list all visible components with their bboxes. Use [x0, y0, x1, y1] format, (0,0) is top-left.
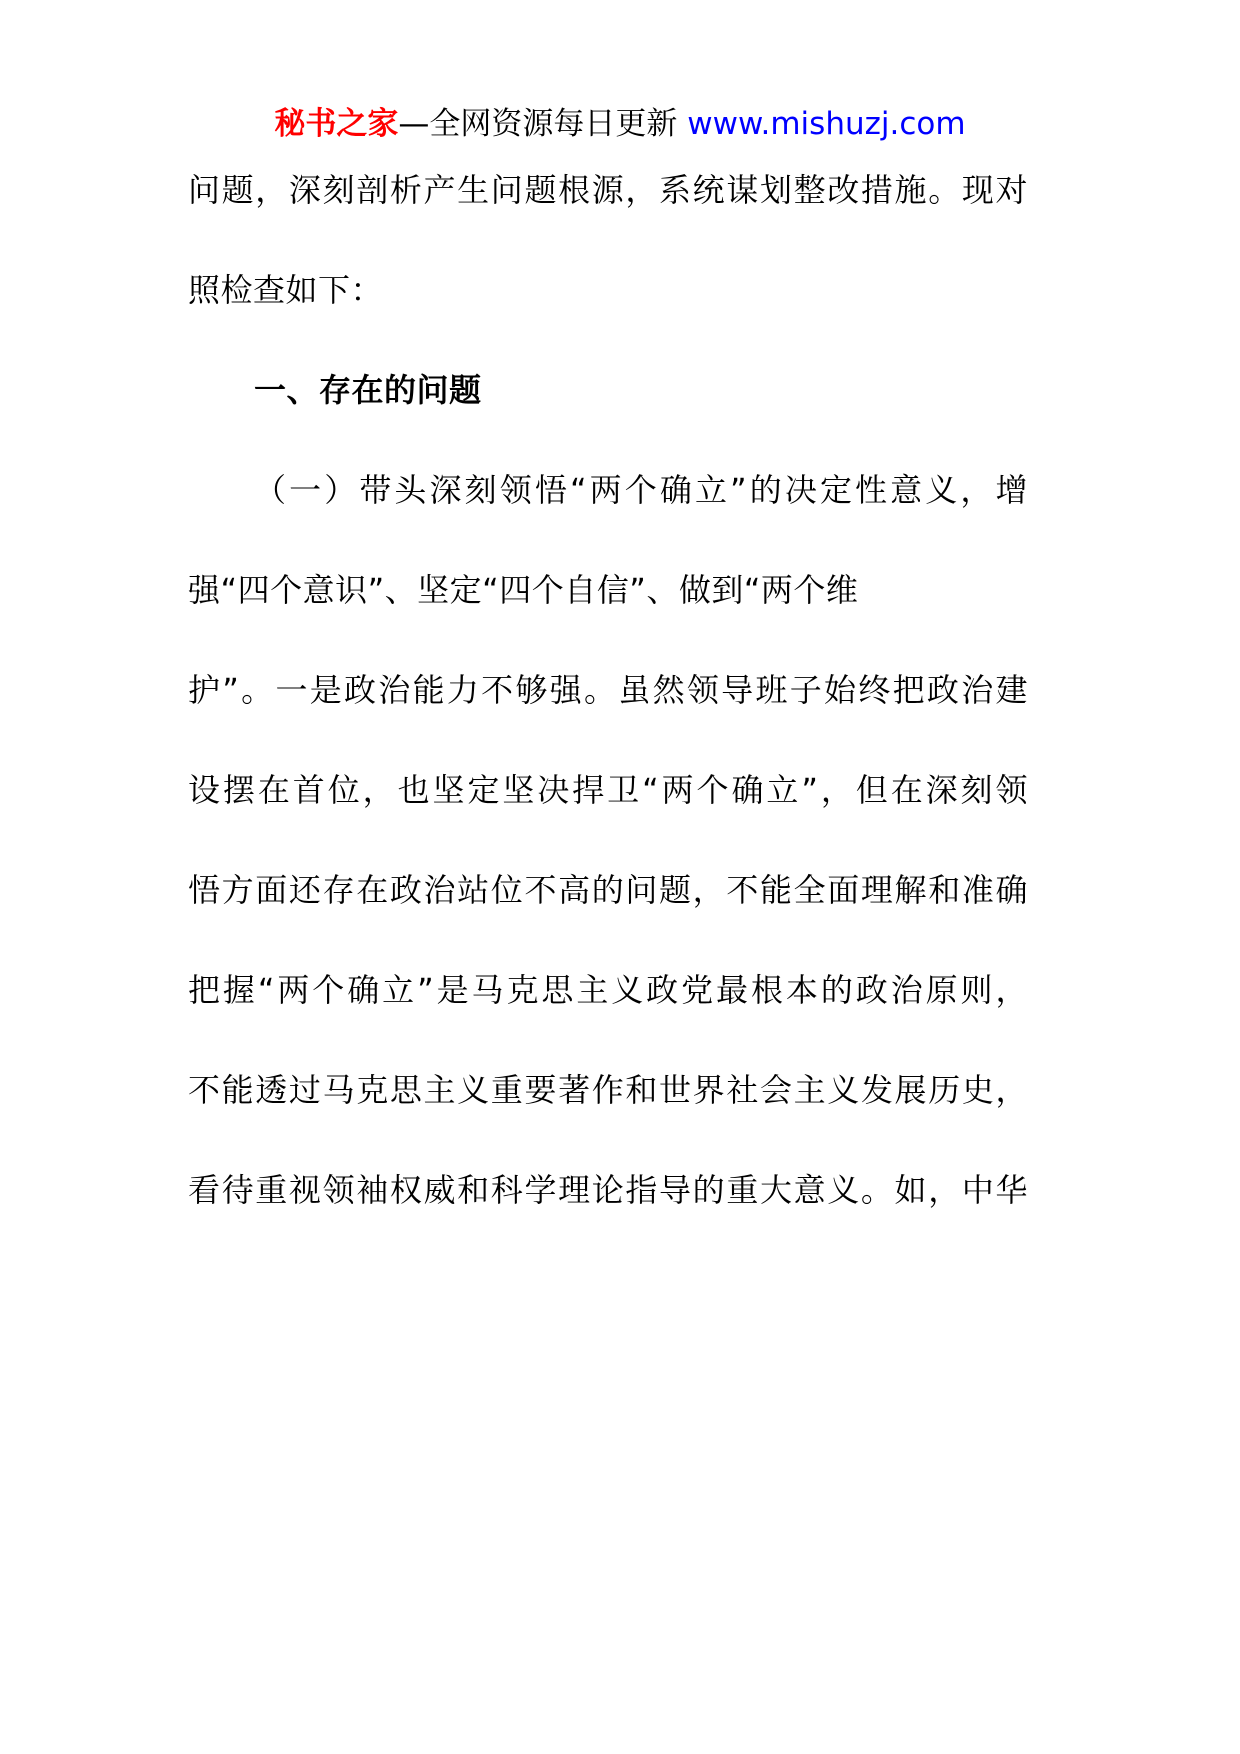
brand-name: 秘书之家	[274, 106, 399, 142]
header-tagline: —全网资源每日更新	[398, 106, 678, 142]
paragraph-line: 把握“两个确立”是马克思主义政党最根本的政治原则，	[188, 971, 1028, 1009]
paragraph-line: 问题，深刻剖析产生问题根源，系统谋划整改措施。现对	[188, 171, 1028, 209]
paragraph-line: 设摆在首位，也坚定坚决捍卫“两个确立”，但在深刻领	[188, 771, 1028, 809]
paragraph-line: 照检查如下：	[188, 271, 384, 309]
paragraph-line: 看待重视领袖权威和科学理论指导的重大意义。如，中华	[188, 1171, 1028, 1209]
paragraph-line: 护”。一是政治能力不够强。虽然领导班子始终把政治建	[188, 671, 1028, 709]
paragraph-line: 强“四个意识”、坚定“四个自信”、做到“两个维	[188, 571, 859, 609]
section-heading: 一、存在的问题	[254, 371, 482, 409]
paragraph-line: 不能透过马克思主义重要著作和世界社会主义发展历史，	[188, 1071, 1028, 1109]
site-url-link[interactable]: www.mishuzj.com	[687, 106, 966, 142]
paragraph-line: （一）带头深刻领悟“两个确立”的决定性意义，增	[254, 471, 1028, 509]
site-header	[0, 102, 1240, 146]
paragraph-line: 悟方面还存在政治站位不高的问题，不能全面理解和准确	[188, 871, 1028, 909]
